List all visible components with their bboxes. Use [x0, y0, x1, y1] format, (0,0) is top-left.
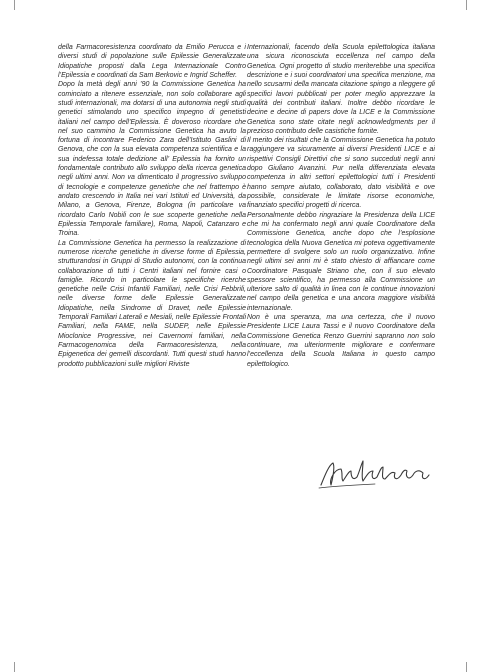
paragraph: Non è una speranza, ma una certezza, che il nuovo Presidente LICE Laura Tassi e il nuovo Coordinatore della Commissione Genetica Renzo Guerrini sapranno non solo continuare, ma ulteriormente migliorare e confermare l’eccellenza della Scuola Italiana in questo campo epilettologico. — [247, 314, 435, 368]
paragraph: Il merito dei risultati che la Commissione Genetica ha potuto raggiungere va sicuramente ai diversi Presidenti LICE e ai rispettivi Consigli Direttivi che si sono succeduti negli anni dopo Giuliano Avanzini. Pur nella differenziata elevata competenza in altri settori epilettologici tutti i Presidenti hanno sempre aiutato, collaborato, dato visibilità e ove possibile, considerate le limitate risorse economiche, finanziato specifici progetti di ricerca. — [247, 137, 435, 210]
left-text-column — [58, 43, 246, 369]
crop-mark-bottom-right — [466, 662, 467, 672]
paragraph: La Commissione Genetica ha permesso la realizzazione di numerose ricerche genetiche in diverse forme di Epilessia, strutturandosi in Gruppi di Studio autonomi, con la continua collaborazione di tutti i Centri italiani nel fornire casi o famiglie. Ricordo in particolare le specifiche ricerche genetiche nelle Crisi Infantili Familiari, nelle Crisi Febbrili, nelle diverse forme delle Epilessie Generalizzate Idiopatiche, nella Sindrome di Dravet, nelle Epilessie Temporali Familiari Laterali e Mesiali, nelle Epilessie Frontali Familiari, nella FAME, nella SUDEP, nelle Epilessie Mioclonice Progressive, nei Cavernomi familiari, nella Farmacogenomica della Farmacoresistenza, nella Epigenetica dei gemelli discordanti. Tutti questi studi hanno prodotto pubblicazioni sulle migliori Riviste — [58, 239, 246, 368]
right-text-column — [247, 43, 435, 369]
paragraph: Personalmente debbo ringraziare la Presidenza della LICE che mi ha confermato negli anni quale Coordinatore della Commissione Genetica, anche dopo che l’esplosione tecnologica della Nuova Genetica mi poteva oggettivamente permettere di svolgere solo un ruolo organizzativo. Infine negli ultimi sei anni mi è stato chiesto di affiancare come Coordinatore Pasquale Striano che, con il suo elevato spessore scientifico, ha permesso alla Commissione un ulteriore salto di qualità in linea con le continue innovazioni nel campo della genetica e una ancora maggiore visibilità internazionale. — [247, 211, 435, 312]
crop-mark-bottom-left — [14, 662, 15, 672]
paragraph: Dopo la metà degli anni ’90 la Commissione Genetica ha cominciato a ritenere essenziale, non solo collaborare agli studi internazionali, ma dotarsi di una autonomia negli studi genetici stimolando uno specifico impegno di genetisti italiani nel campo dell’Epilessia. È doveroso ricordare che nel suo cammino la Commissione Genetica ha avuto la fortuna di incontrare Federico Zara dell’Istituto Gaslini di Genova, che con la sua elevata competenza scientifica e la sua indefessa totale dedizione all’ Epilessia ha fornito un fondamentale contributo allo sviluppo della ricerca genetica negli ultimi anni. Non va dimenticato il progressivo sviluppo di tecnologie e competenze genetiche che nel frattempo è andato crescendo in Italia nei vari Istituti ed Università, da Milano, a Genova, Firenze, Bologna (in particolare va ricordato Carlo Nobili con le sue scoperte genetiche nella Epilessia Temporale familiare), Roma, Napoli, Catanzaro e Troina. — [58, 81, 246, 238]
handwritten-signature — [315, 455, 435, 493]
signature-drawing — [315, 455, 435, 493]
crop-mark-top-left — [14, 0, 15, 10]
paragraph: Internazionali, facendo della Scuola epilettologica italiana una sicura riconosciuta eccellenza nel campo della Genetica. Ogni progetto di studio meriterebbe una specifica descrizione e i suoi coordinatori una specifica menzione, ma nello scusarmi della mancata citazione spingo a rileggere gli specifici lavori pubblicati per poter meglio apprezzare la qualità dei contributi italiani. Inoltre debbo ricordare le decine e decine di papers dove la LICE e la Commissione Genetica sono state citate negli acknowledgments per il prezioso contributo delle casistiche fornite. — [247, 44, 435, 135]
paragraph: della Farmacoresistenza coordinato da Emilio Perucca e i diversi studi di popolazione sulle Epilessie Generalizzate Idiopatiche proposti dalla Lega Internazionale Contro l’Epilessia e coordinati da Sam Berkovic e Ingrid Scheffer. — [58, 44, 246, 79]
crop-mark-top-right — [466, 0, 467, 10]
